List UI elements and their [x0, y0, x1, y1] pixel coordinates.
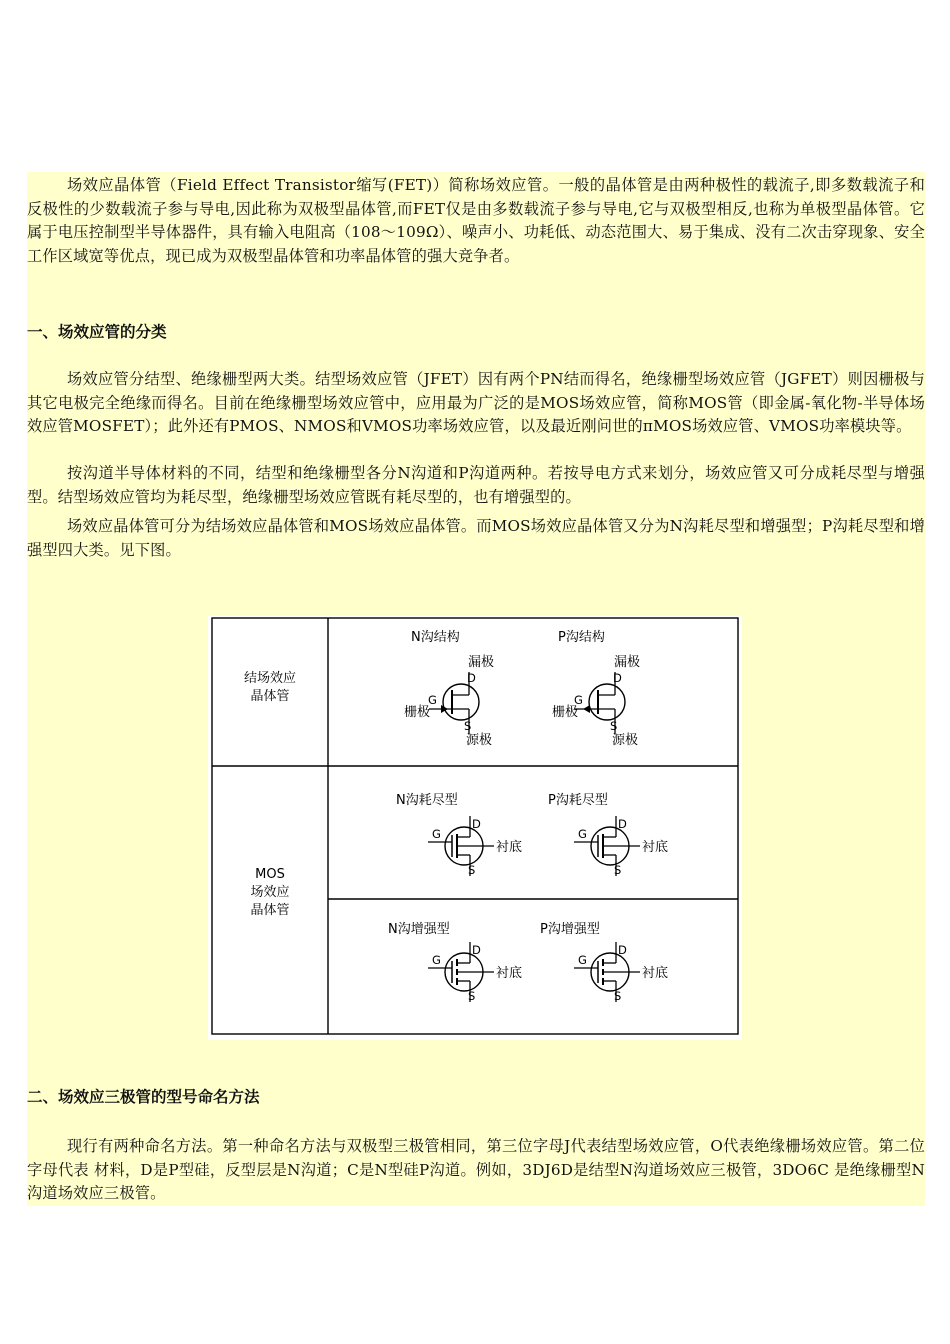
n-enhancement-pin-s: S [468, 989, 476, 1003]
n-jfet-source-label: 源极 [466, 733, 493, 748]
n-jfet-pin-g: G [428, 693, 437, 707]
mos-label-line-1: MOS [255, 867, 285, 882]
section-1-paragraph-1: 场效应管分结型、绝缘栅型两大类。结型场效应管（JFET）因有两个PN结而得名，绝缘栅型场效应管（JGFET）则因栅极与其它电极完全绝缘而得名。目前在绝缘栅型场效应管中，应用最为广泛的是MOS场效应管，简称MOS管（即金属-氧化物-半导体场效应管MOSFET）；此外还有PMOS、NMOS和VMOS功率场效应管，以及最近刚问世的πMOS场效应管、VMOS功率模块等。 [27, 370, 925, 436]
n-depletion-substrate-label: 衬底 [496, 840, 523, 855]
n-jfet-pin-d: D [467, 671, 476, 685]
mos-label-line-3: 晶体管 [250, 903, 290, 918]
n-depletion-pin-g: G [432, 827, 441, 841]
n-depletion-title: N沟耗尽型 [396, 793, 458, 808]
n-enhancement-pin-g: G [432, 953, 441, 967]
p-depletion-pin-d: D [618, 817, 627, 831]
jfet-label-line-2: 晶体管 [250, 689, 290, 704]
p-jfet-pin-g: G [574, 693, 583, 707]
p-enhancement-pin-g: G [578, 953, 587, 967]
section-1-heading: 一、场效应管的分类 [27, 323, 167, 341]
jfet-label-line-1: 结场效应 [243, 671, 297, 686]
section-2-paragraph-1: 现行有两种命名方法。第一种命名方法与双极型三极管相同，第三位字母J代表结型场效应管，O代表绝缘栅场效应管。第二位字母代表 材料，D是P型硅，反型层是N沟道；C是N型硅P沟道。例如，3DJ6D是结型N沟道场效应三极管，3DO6C 是绝缘栅型N沟道场效应三极管。 [27, 1137, 925, 1203]
mos-label-line-2: 场效应 [250, 885, 290, 900]
p-jfet-pin-s: S [610, 719, 618, 733]
section-1-paragraph-3: 场效应晶体管可分为结场效应晶体管和MOS场效应晶体管。而MOS场效应晶体管又分为N沟耗尽型和增强型；P沟耗尽型和增强型四大类。见下图。 [27, 517, 925, 559]
n-jfet-drain-label: 漏极 [468, 655, 495, 670]
n-jfet-pin-s: S [464, 719, 472, 733]
p-enhancement-pin-d: D [618, 943, 627, 957]
p-depletion-title: P沟耗尽型 [548, 793, 608, 808]
p-jfet-source-label: 源极 [612, 733, 639, 748]
n-enhancement-pin-d: D [472, 943, 481, 957]
fet-classification-figure [208, 616, 742, 1040]
n-depletion-pin-d: D [472, 817, 481, 831]
p-jfet-drain-label: 漏极 [614, 655, 641, 670]
n-channel-structure-title: N沟结构 [411, 630, 460, 645]
n-depletion-pin-s: S [468, 863, 476, 877]
n-enhancement-title: N沟增强型 [388, 922, 450, 937]
p-enhancement-title: P沟增强型 [540, 922, 600, 937]
section-1-paragraph-2: 按沟道半导体材料的不同，结型和绝缘栅型各分N沟道和P沟道两种。若按导电方式来划分，场效应管又可分成耗尽型与增强型。结型场效应管均为耗尽型，绝缘栅型场效应管既有耗尽型的，也有增强型的。 [27, 464, 925, 506]
n-jfet-gate-label: 栅极 [404, 705, 431, 720]
p-channel-structure-title: P沟结构 [558, 630, 605, 645]
p-enhancement-pin-s: S [614, 989, 622, 1003]
p-enhancement-substrate-label: 衬底 [642, 966, 669, 981]
p-jfet-pin-d: D [613, 671, 622, 685]
intro-paragraph: 场效应晶体管（Field Effect Transistor缩写(FET)）简称场效应管。一般的晶体管是由两种极性的载流子,即多数载流子和反极性的少数载流子参与导电,因此称为双极型晶体管,而FET仅是由多数载流子参与导电,它与双极型相反,也称为单极型晶体管。它属于电压控制型半导体器件，具有输入电阻高（108～109Ω）、噪声小、功耗低、动态范围大、易于集成、没有二次击穿现象、安全工作区域宽等优点，现已成为双极型晶体管和功率晶体管的强大竞争者。 [27, 176, 925, 265]
p-depletion-substrate-label: 衬底 [642, 840, 669, 855]
p-depletion-pin-s: S [614, 863, 622, 877]
n-enhancement-substrate-label: 衬底 [496, 966, 523, 981]
p-depletion-pin-g: G [578, 827, 587, 841]
p-jfet-gate-label: 栅极 [552, 705, 579, 720]
section-2-heading: 二、场效应三极管的型号命名方法 [27, 1088, 260, 1106]
